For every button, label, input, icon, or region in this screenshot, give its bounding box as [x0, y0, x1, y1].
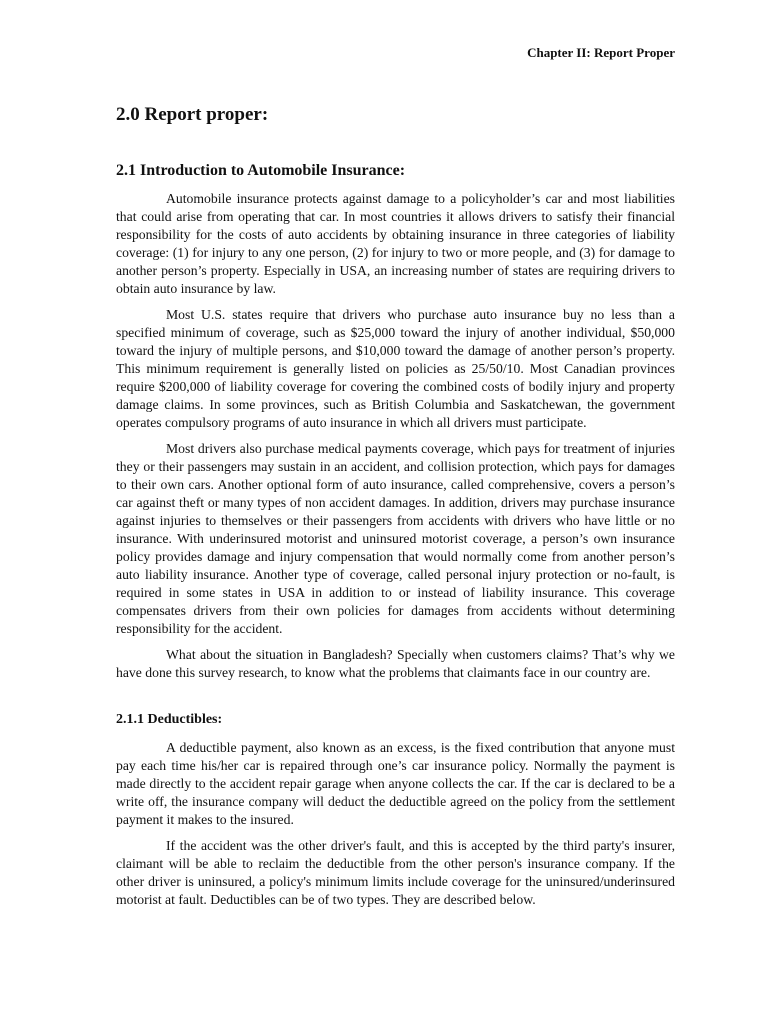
section-heading: 2.0 Report proper: [116, 104, 269, 125]
document-body [116, 100, 675, 917]
running-header: Chapter II: Report Proper [527, 45, 675, 60]
intro-paragraph-3: Most drivers also purchase medical payments coverage, which pays for treatment of injuries they or their passengers may sustain in an accident, and collision protection, which pays for damages to their own cars. Another optional form of auto insurance, called comprehensive, covers a person’s car against theft or many types of non accident damages. In addition, drivers may purchase insurance against injuries to themselves or their passengers from accidents with drivers who have little or no insurance. With underinsured motorist and uninsured motorist coverage, a person’s own insurance policy provides damage and injury compensation that would normally come from another person’s auto liability insurance. Another type of coverage, called personal injury protection or no-fault, is required in some states in USA in addition to or instead of liability insurance. This coverage compensates drivers from their own policies for damages from accidents without determining responsibility for the accident. [116, 441, 675, 636]
intro-paragraph-4: What about the situation in Bangladesh? Specially when customers claims? That’s why we have done this survey research, to know what the problems that claimants face in our country are. [116, 647, 675, 680]
intro-paragraph-1: Automobile insurance protects against damage to a policyholder’s car and most liabilities that could arise from operating that car. In most countries it allows drivers to satisfy their financial responsibility for the costs of auto accidents by obtaining insurance in three categories of liability coverage: (1) for injury to any one person, (2) for injury to two or more people, and (3) for damage to another person’s property. Especially in USA, an increasing number of states are requiring drivers to obtain auto insurance by law. [116, 191, 675, 296]
subsubsection-heading: 2.1.1 Deductibles: [116, 712, 223, 727]
deductibles-paragraph-1: A deductible payment, also known as an excess, is the fixed contribution that anyone must pay each time his/her car is repaired through one’s car insurance policy. Normally the payment is made directly to the accident repair garage when anyone collects the car. If the car is declared to be a write off, the insurance company will deduct the deductible agreed on the policy from the settlement payment it makes to the insured. [116, 740, 675, 827]
subsection-heading: 2.1 Introduction to Automobile Insurance: [116, 162, 406, 179]
intro-paragraph-2: Most U.S. states require that drivers who purchase auto insurance buy no less than a specified minimum of coverage, such as $25,000 toward the injury of another individual, $50,000 toward the injury of multiple persons, and $10,000 toward the damage of another person’s property. This minimum requirement is generally listed on policies as 25/50/10. Most Canadian provinces require $200,000 of liability coverage for covering the combined costs of bodily injury and property damage claims. In some provinces, such as British Columbia and Saskatchewan, the government operates compulsory programs of auto insurance in which all drivers must participate. [116, 307, 675, 430]
deductibles-paragraph-2: If the accident was the other driver's fault, and this is accepted by the third party's insurer, claimant will be able to reclaim the deductible from the other person's insurance company. If the other driver is uninsured, a policy's minimum limits include coverage for the uninsured/underinsured motorist at fault. Deductibles can be of two types. They are described below. [116, 838, 675, 907]
